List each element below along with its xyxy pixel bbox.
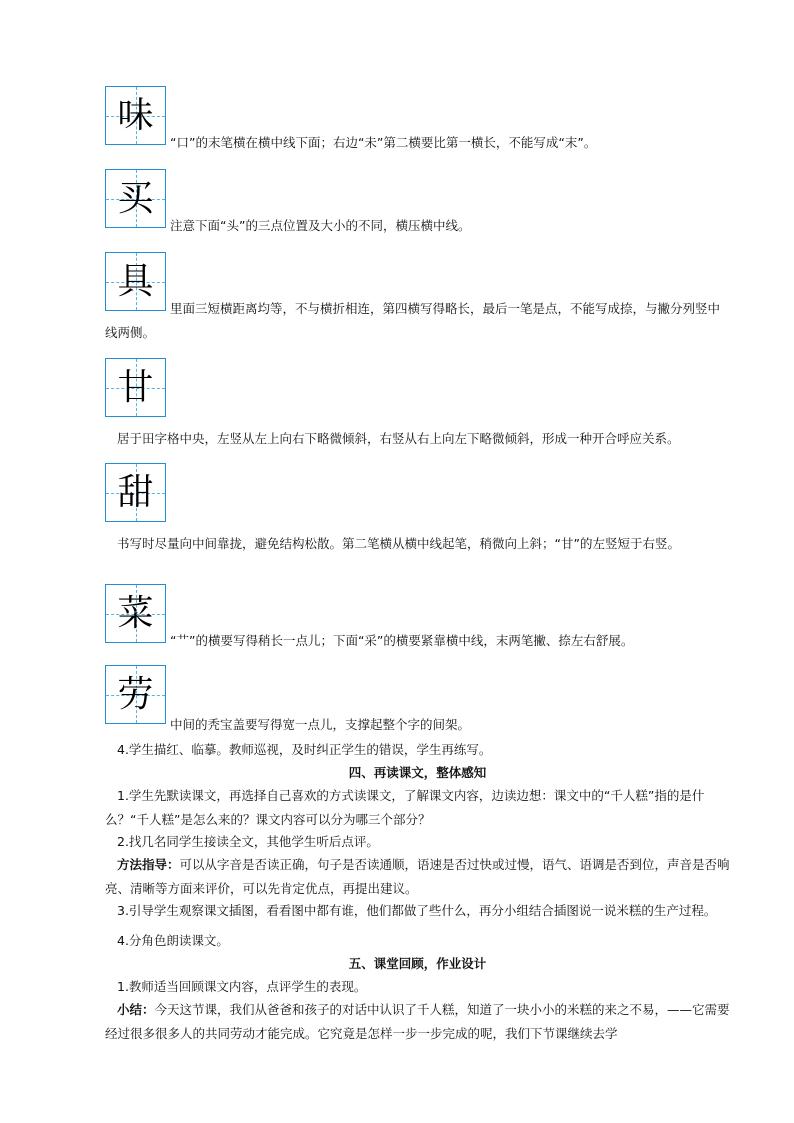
method-guide-text: 可以从字音是否读正确，句子是否读通顺，语速是否过快或过慢，语气、语调是否到位，声音是否响亮、清晰等方面来评价，可以先肯定优点，再提出建议。: [105, 857, 730, 896]
char-glyph: 菜: [117, 592, 154, 634]
section-4-p1: 1.学生先默读课文，再选择自己喜欢的方式读课文，了解课文内容，边读边想：课文中的“千人糕”指的是什么？“千人糕”是怎么来的？课文内容可以分为哪三个部分？: [105, 788, 705, 827]
char-glyph: 甘: [117, 366, 154, 408]
section-4-p4: 3.引导学生观察课文插图，看看图中都有谁，他们都做了些什么，再分小组结合插图说一说米糕的生产过程。: [117, 903, 717, 918]
char-desc-wei: “口”的末笔横在横中线下面；右边“未”第二横要比第一横长，不能写成“末”。: [170, 135, 597, 150]
char-desc-tian: 书写时尽量向中间靠拢，避免结构松散。第二笔横从横中线起笔，稍微向上斜；“甘”的左竖短于右竖。: [117, 536, 680, 551]
tianzige-grid: [105, 665, 166, 724]
tianzige-grid: [105, 252, 166, 311]
char-glyph: 味: [117, 94, 154, 136]
summary-text: 今天这节课，我们从爸爸和孩子的对话中认识了千人糕，知道了一块小小的米糕的来之不易，——它需要经过很多很多人的共同劳动才能完成。它究竟是怎样一步一步完成的呢，我们下节课继续去学: [105, 1002, 730, 1041]
tianzige-grid: [105, 169, 166, 228]
char-desc-lao: 中间的秃宝盖要写得宽一点儿，支撑起整个字的间架。: [170, 717, 471, 732]
tianzige-grid: [105, 358, 166, 417]
tianzige-grid: [105, 86, 166, 145]
char-glyph: 甜: [117, 471, 154, 513]
tianzige-grid: [105, 584, 166, 643]
section-5-p2: [105, 998, 730, 1046]
char-desc-cai: “艹”的横要写得稍长一点儿；下面“采”的横要紧靠横中线，末两笔撇、捺左右舒展。: [170, 633, 634, 648]
section-5-p1: 1.教师适当回顾课文内容，点评学生的表现。: [117, 979, 367, 994]
step-4-text: 4.学生描红、临摹。教师巡视，及时纠正学生的错误，学生再练写。: [117, 742, 492, 757]
char-desc-gan: 居于田字格中央，左竖从左上向右下略微倾斜，右竖从右上向左下略微倾斜，形成一种开合呼应关系。: [117, 431, 680, 446]
char-desc-ju: 里面三短横距离均等，不与横折相连，第四横写得略长，最后一笔是点，不能写成捺，与撇分列竖中线两侧。: [105, 301, 721, 340]
summary-label: 小结：: [117, 1002, 155, 1017]
section-5-heading: 五、课堂回顾，作业设计: [348, 956, 487, 971]
char-glyph: 买: [117, 177, 154, 219]
section-4-p2: 2.找几名同学生接读全文，其他学生听后点评。: [117, 834, 379, 849]
char-desc-mai: 注意下面“头”的三点位置及大小的不同，横压横中线。: [170, 218, 471, 233]
section-4-p3: [105, 853, 730, 901]
section-4-heading: 四、再读课文，整体感知: [348, 765, 487, 780]
section-4-p5: 4.分角色朗读课文。: [117, 933, 229, 948]
char-glyph: 具: [117, 260, 154, 302]
char-glyph: 劳: [117, 673, 154, 715]
method-guide-label: 方法指导：: [117, 857, 180, 872]
tianzige-grid: [105, 463, 166, 522]
